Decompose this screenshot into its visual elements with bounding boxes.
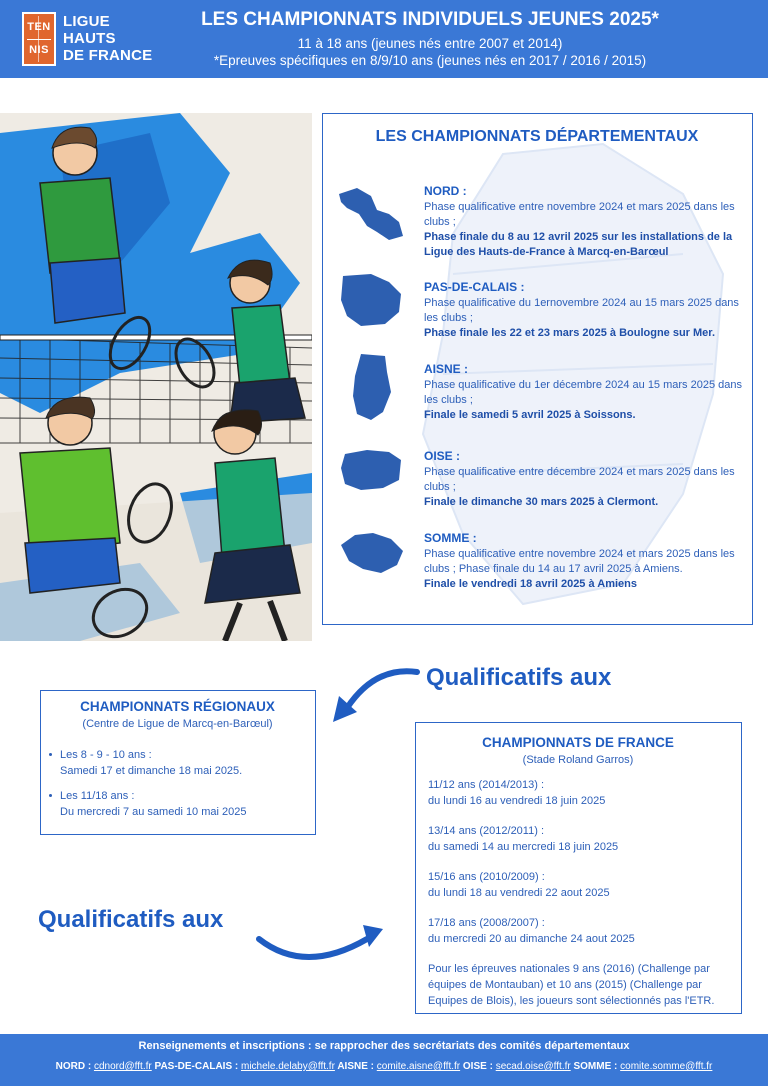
page-subtitle-specific: *Epreuves spécifiques en 8/9/10 ans (jeunes nés en 2017 / 2016 / 2015) [213,53,647,68]
departmental-title: LES CHAMPIONNATS DÉPARTEMENTAUX [375,128,699,145]
pas-de-calais-map-icon [337,272,407,328]
curved-arrow-to-france-icon [255,915,390,970]
page-title: LES CHAMPIONNATS INDIVIDUELS JEUNES 2025* [201,9,659,30]
france-category [428,869,738,901]
category-label: 13/14 ans (2012/2011) : [428,825,544,837]
regional-item-dates: Du mercredi 7 au samedi 10 mai 2025 [60,806,247,818]
contact-label: PAS-DE-CALAIS : [154,1061,239,1072]
illustration-art [0,113,312,641]
dept-final: Phase finale du 8 au 12 avril 2025 sur les installations de la Ligue des Hauts-de-France à Marcq-en-Barœul [424,231,733,258]
aisne-map-icon [337,352,407,422]
dept-item-oise [424,449,744,510]
regional-location: (Centre de Ligue de Marcq-en-Barœul) [82,718,273,730]
header-banner [0,0,768,78]
dept-item-nord [424,184,744,260]
qualificatifs-label-1: Qualificatifs aux [426,664,612,691]
dept-name: NORD : [424,184,467,198]
dept-item-pas-de-calais [424,280,744,341]
contact-label: SOMME : [573,1061,618,1072]
category-label: 11/12 ans (2014/2013) : [428,779,544,791]
category-dates: du lundi 16 au vendredi 18 juin 2025 [428,795,606,807]
france-title: CHAMPIONNATS DE FRANCE [482,735,674,750]
france-category [428,823,738,855]
category-dates: du samedi 14 au mercredi 18 juin 2025 [428,841,619,853]
regional-title: CHAMPIONNATS RÉGIONAUX [80,699,275,714]
dept-name: OISE : [424,449,461,463]
france-category [428,777,738,809]
dept-final: Finale le vendredi 18 avril 2025 à Amiens [424,578,637,590]
email-link-oise[interactable]: secad.oise@fft.fr [495,1061,571,1072]
dept-final: Finale le dimanche 30 mars 2025 à Clermont. [424,496,659,508]
list-item [49,788,309,820]
oise-map-icon [337,448,407,492]
category-dates: du mercredi 20 au dimanche 24 aout 2025 [428,933,635,945]
tennis-logo [22,12,56,66]
regional-championships-box [40,690,316,835]
tennis-players-illustration [0,113,312,641]
category-label: 17/18 ans (2008/2007) : [428,917,545,929]
email-link-aisne[interactable]: comite.aisne@fft.fr [376,1061,461,1072]
email-link-somme[interactable]: comite.somme@fft.fr [620,1061,713,1072]
dept-qualif: Phase qualificative entre décembre 2024 et mars 2025 dans les clubs ; [424,466,735,493]
regional-item-label: Les 11/18 ans : [60,790,135,802]
dept-qualif: Phase qualificative entre novembre 2024 et mars 2025 dans les clubs ; Phase finale du 14 au 17 avril 2025 à Amiens. [424,548,735,575]
france-category [428,915,738,947]
logo-bottom-text: NIS [29,44,49,56]
dept-name: SOMME : [424,531,477,545]
regional-item-label: Les 8 - 9 - 10 ans : [60,749,152,761]
dept-final: Phase finale les 22 et 23 mars 2025 à Boulogne sur Mer. [424,327,716,339]
league-name-line1: LIGUE [63,13,110,30]
footer-banner [0,1034,768,1086]
qualificatifs-label-2: Qualificatifs aux [38,906,224,933]
dept-qualif: Phase qualificative entre novembre 2024 et mars 2025 dans les clubs ; [424,201,735,228]
footer-info: Renseignements et inscriptions : se rapprocher des secrétariats des comités départementaux [138,1040,630,1052]
dept-item-aisne [424,362,744,423]
regional-list [49,747,309,829]
dept-name: PAS-DE-CALAIS : [424,280,525,294]
somme-map-icon [337,529,407,577]
curved-arrow-to-regional-icon [325,660,420,730]
regional-item-dates: Samedi 17 et dimanche 18 mai 2025. [60,765,243,777]
france-location: (Stade Roland Garros) [522,754,634,766]
category-label: 15/16 ans (2010/2009) : [428,871,545,883]
dept-qualif: Phase qualificative du 1ernovembre 2024 au 15 mars 2025 dans les clubs ; [424,297,739,324]
contact-label: NORD : [55,1061,92,1072]
nord-map-icon [337,184,407,244]
league-name [63,13,152,64]
departmental-championships-box [322,113,753,625]
list-item [49,747,309,779]
france-selection-note: Pour les épreuves nationales 9 ans (2016) (Challenge par équipes de Montauban) et 10 ans (2015) (Challenge par Equipes de Blois), les joueurs sont sélectionnés pas l'ETR. [428,963,715,1007]
dept-name: AISNE : [424,362,469,376]
league-name-line2: HAUTS [63,30,116,47]
dept-qualif: Phase qualificative du 1er décembre 2024 au 15 mars 2025 dans les clubs ; [424,379,742,406]
dept-item-somme [424,531,744,592]
dept-final: Finale le samedi 5 avril 2025 à Soissons. [424,409,636,421]
league-name-line3: DE FRANCE [63,47,153,64]
contact-label: AISNE : [337,1061,374,1072]
category-dates: du lundi 18 au vendredi 22 aout 2025 [428,887,610,899]
email-link-pas-de-calais[interactable]: michele.delaby@fft.fr [241,1061,335,1072]
logo-top-text: TEN [27,21,51,33]
page-subtitle-ages: 11 à 18 ans (jeunes nés entre 2007 et 2014) [297,36,563,51]
email-link-nord[interactable]: cdnord@fft.fr [93,1061,152,1072]
contact-label: OISE : [462,1061,493,1072]
footer-contacts [0,1061,768,1072]
france-championships-box [415,722,742,1014]
